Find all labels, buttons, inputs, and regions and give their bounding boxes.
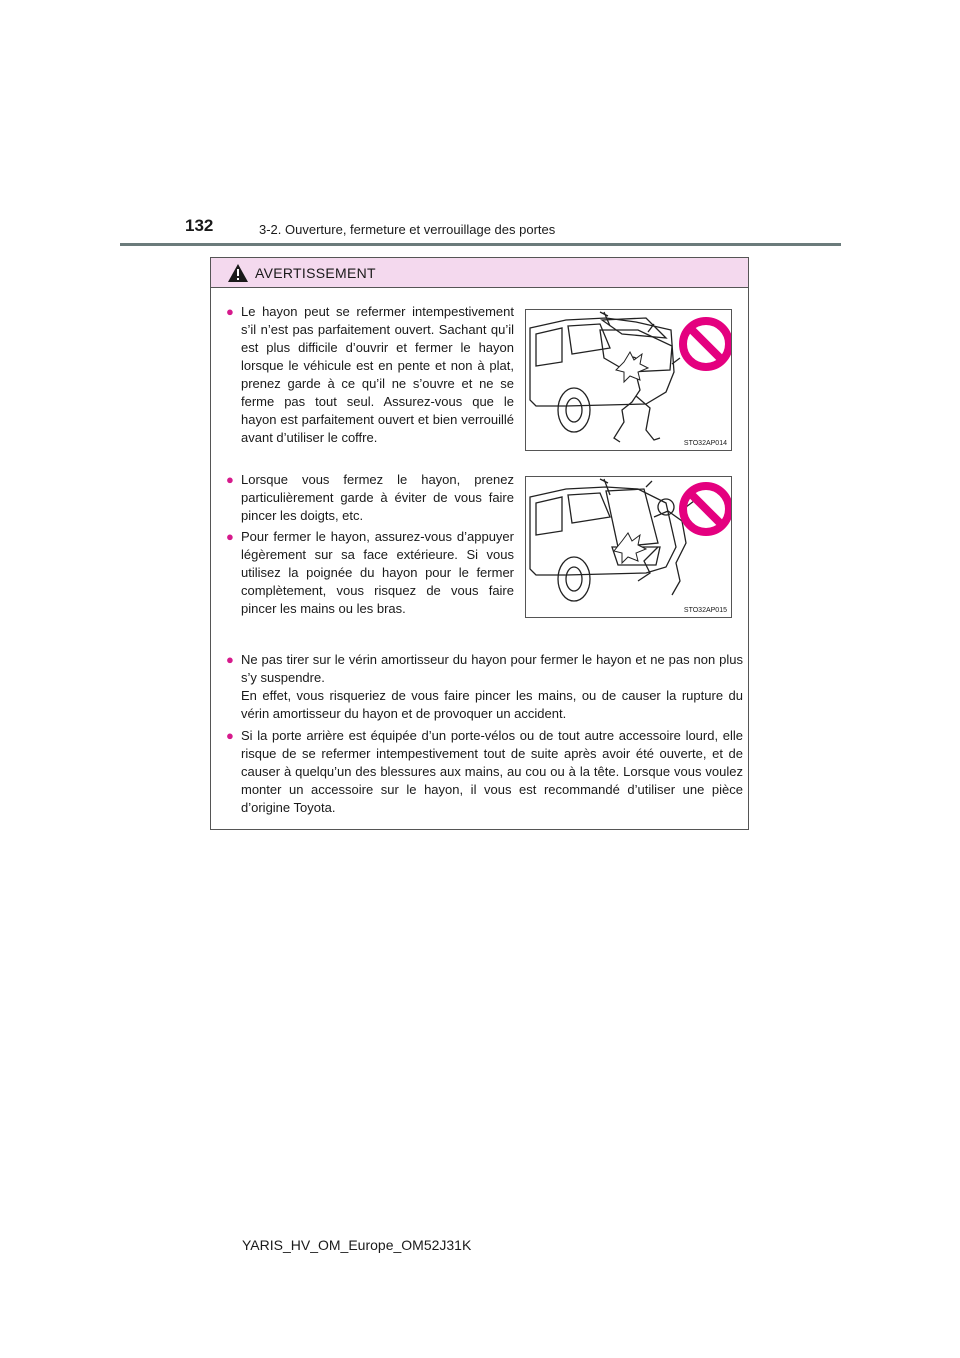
illustration-code: STO32AP014 <box>683 440 727 447</box>
bullet-icon: ● <box>226 304 234 319</box>
illustration-tailgate-open <box>525 309 732 451</box>
warning-item-text: Le hayon peut se refermer intempestivement s’il n’est pas parfaitement ouvert. Sachant qu’il est plus difficile d’ouvrir et fermer le hayon lorsque le véhicule est en pente et non à plat, prenez garde à ce qu’il ne s’ouvre et ne se ferme pas tout seul. Assurez-vous que le hayon est parfaitement ouvert et bien verrouillé avant d’utiliser le coffre. <box>241 304 514 445</box>
warning-title: AVERTISSEMENT <box>255 264 376 281</box>
footer-doc-id: YARIS_HV_OM_Europe_OM52J31K <box>242 1237 472 1253</box>
prohibition-icon <box>683 486 729 532</box>
illustration-code: STO32AP015 <box>683 607 727 614</box>
bullet-icon: ● <box>226 472 234 487</box>
warning-item <box>226 528 514 618</box>
warning-item-text: Ne pas tirer sur le vérin amortisseur du hayon pour fermer le hayon et ne pas non plus s’y suspendre. <box>241 652 743 685</box>
warning-item-text: Si la porte arrière est équipée d’un porte-vélos ou de tout autre accessoire lourd, elle risque de se refermer intempestivement tout de suite après avoir été ouverte, et de causer à quelqu’un des blessures aux mains, au cou ou à la tête. Lorsque vous voulez monter un accessoire sur le hayon, il vous est recommandé d’utiliser une pièce d’origine Toyota. <box>241 728 743 815</box>
tailgate-closing-drawing <box>526 477 731 617</box>
warning-item-text: Lorsque vous fermez le hayon, prenez particulièrement garde à éviter de vous faire pincer les doigts, etc. <box>241 472 514 523</box>
warning-triangle-icon <box>227 263 249 283</box>
warning-item <box>226 651 743 723</box>
header-rule <box>120 243 841 246</box>
warning-item-text: En effet, vous risqueriez de vous faire pincer les mains, ou de causer la rupture du vérin amortisseur du hayon et de provoquer un accident. <box>241 688 743 721</box>
bullet-icon: ● <box>226 652 234 667</box>
warning-item <box>226 303 514 447</box>
warning-header <box>211 258 748 288</box>
illustration-tailgate-closing <box>525 476 732 618</box>
warning-item <box>226 727 743 817</box>
tailgate-open-drawing <box>526 310 731 450</box>
bullet-icon: ● <box>226 728 234 743</box>
section-title: 3-2. Ouverture, fermeture et verrouillage des portes <box>259 222 556 237</box>
bullet-icon: ● <box>226 529 234 544</box>
page-number: 132 <box>185 216 214 235</box>
warning-item-text: Pour fermer le hayon, assurez-vous d’appuyer légèrement sur sa face extérieure. Si vous utilisez la poignée du hayon pour le fermer complètement, vous risquez de vous faire pincer les mains ou les bras. <box>241 529 514 616</box>
prohibition-icon <box>683 321 729 367</box>
warning-item <box>226 471 514 525</box>
